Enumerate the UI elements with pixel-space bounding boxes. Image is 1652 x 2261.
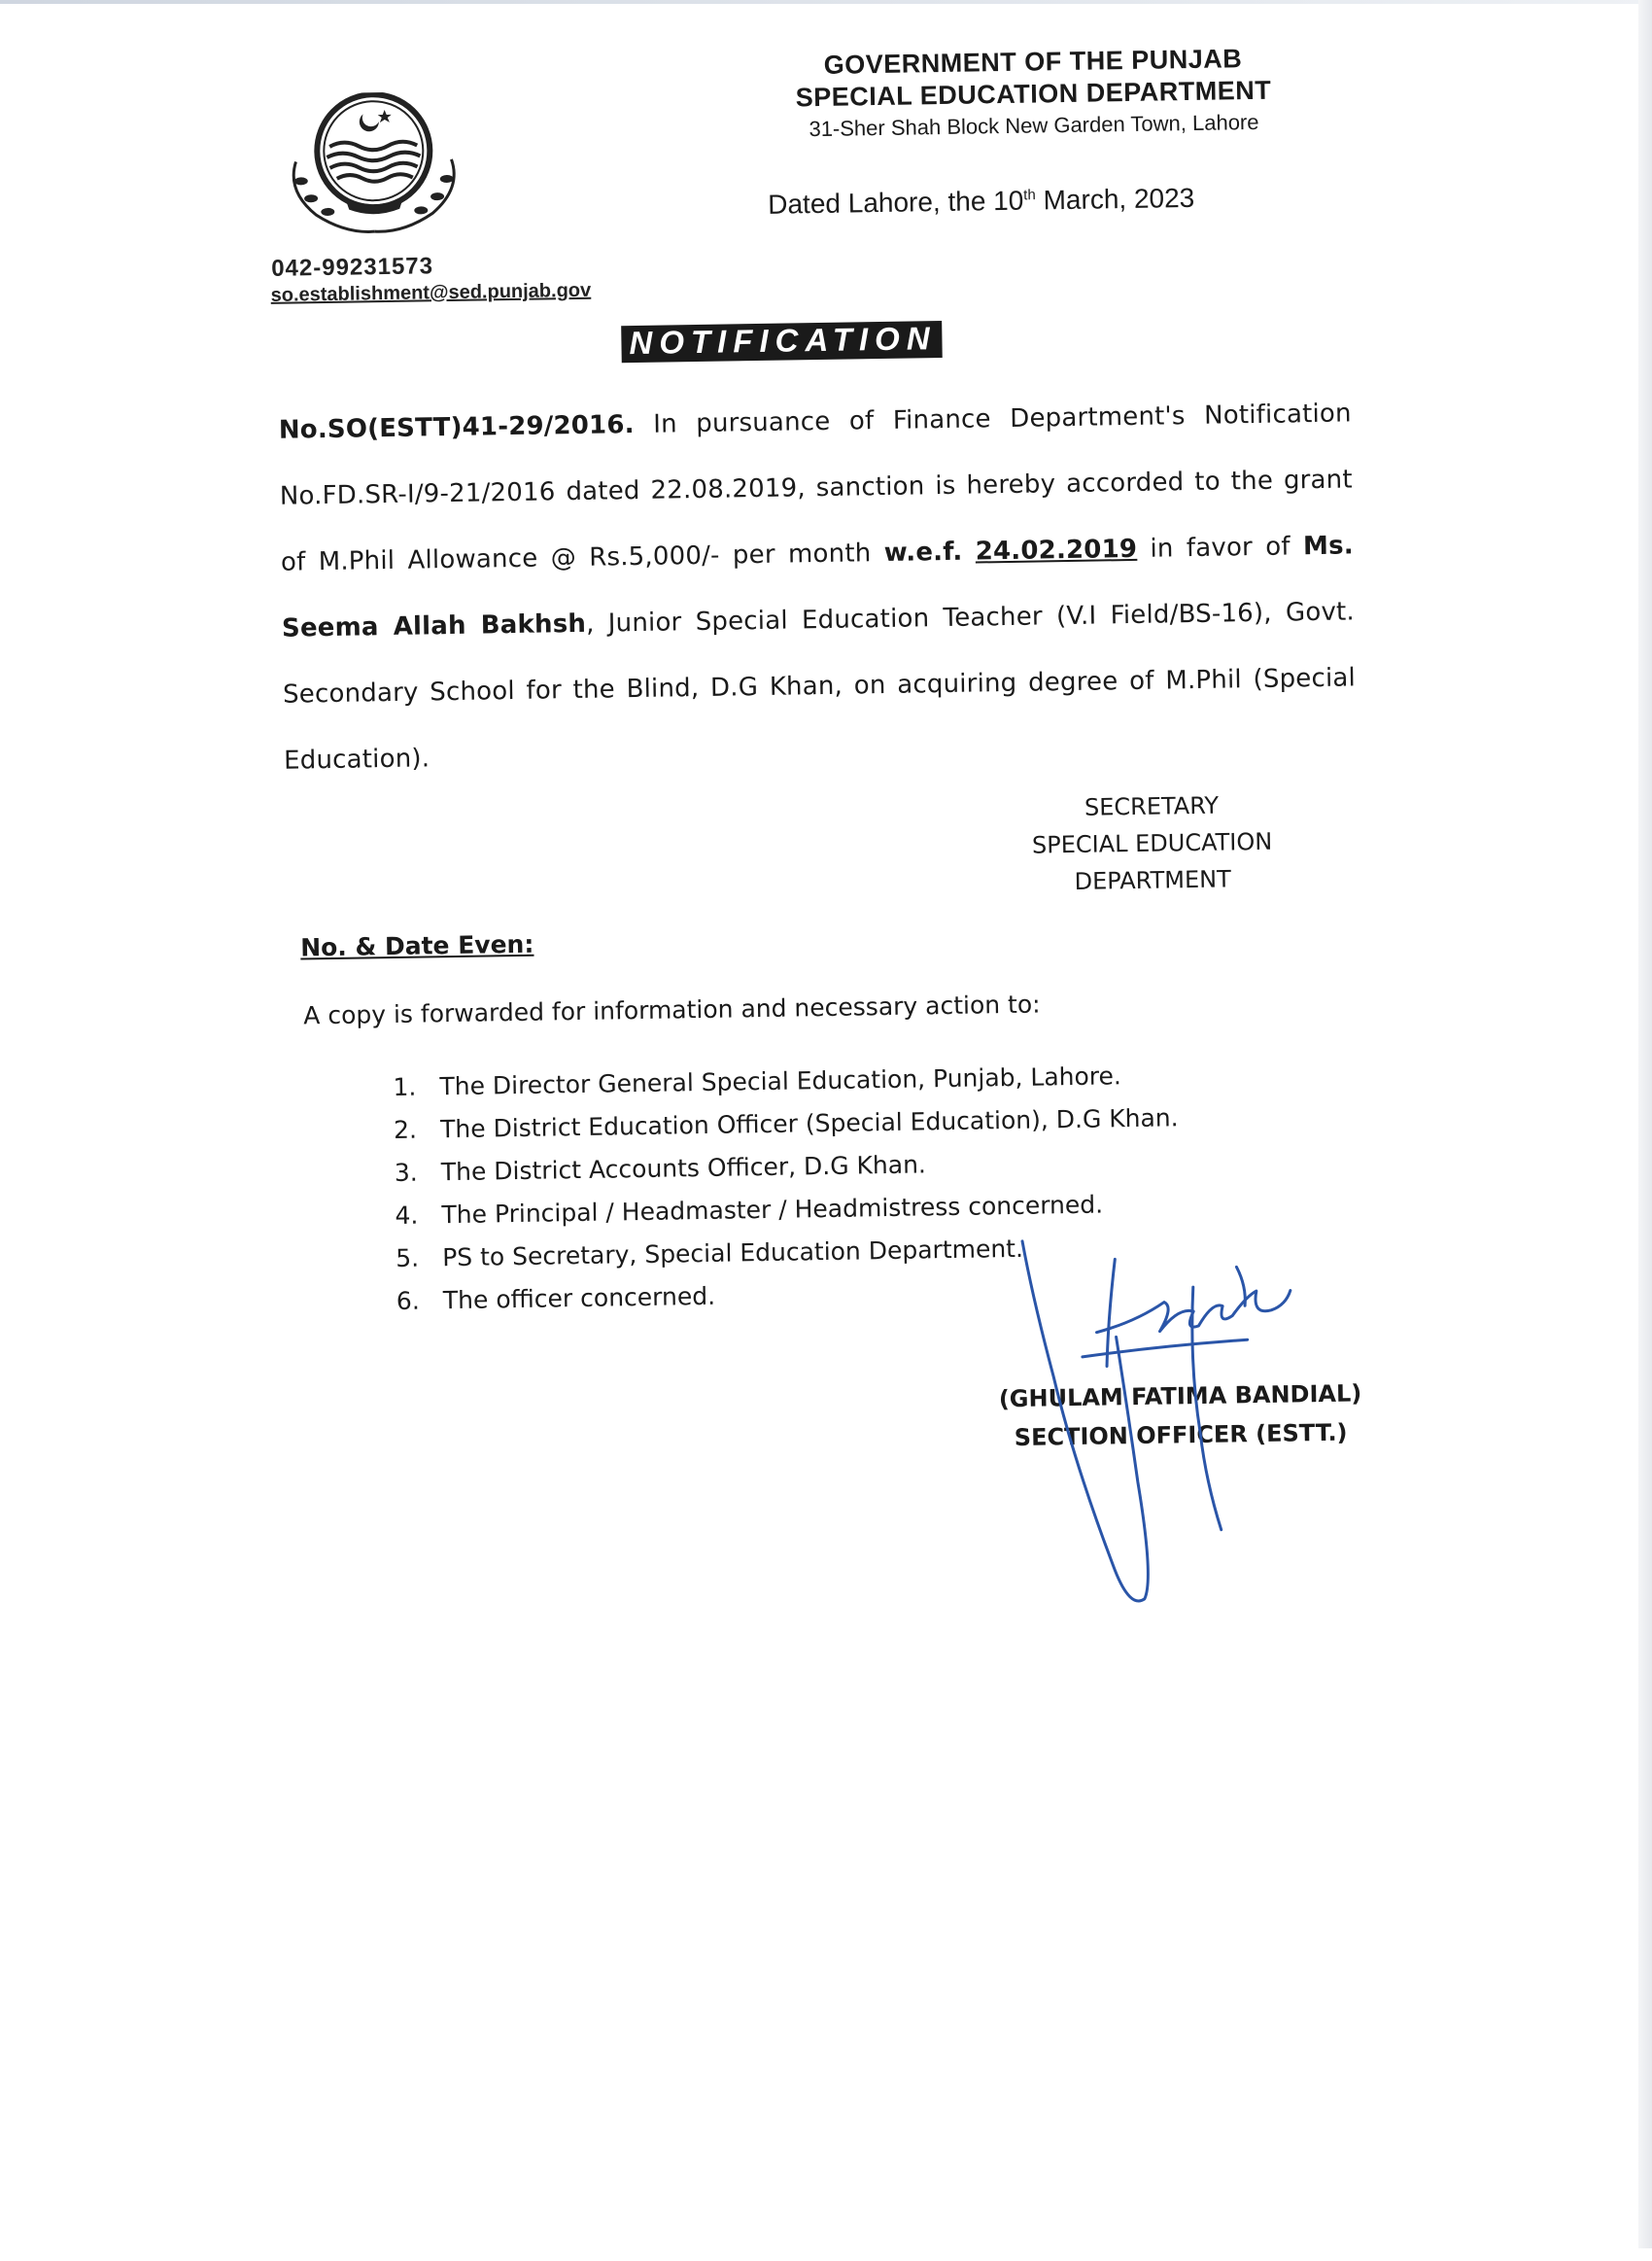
list-text: The Director General Special Education, Punjab, Lahore. (439, 1061, 1122, 1101)
reference-number: No.SO(ESTT)41-29/2016. (278, 410, 635, 445)
date-prefix: Dated Lahore, the 10 (767, 185, 1024, 220)
list-text: The officer concerned. (442, 1281, 716, 1315)
secretary-line1: SECRETARY (1084, 791, 1220, 821)
date-month-year: March, 2023 (1035, 182, 1195, 216)
department-address: 31-Sher Shah Block New Garden Town, Lahore (809, 109, 1259, 142)
body-text-b: in favor of (1136, 532, 1304, 564)
date-suffix-sup: th (1023, 187, 1036, 204)
list-text: The District Education Officer (Special Education), D.G Khan. (439, 1103, 1179, 1144)
wef-label: w.e.f. (883, 537, 963, 568)
list-text: The Principal / Headmaster / Headmistress concerned. (441, 1190, 1104, 1230)
govt-title: GOVERNMENT OF THE PUNJAB (823, 44, 1243, 80)
letterhead (761, 43, 1306, 143)
punjab-emblem-icon (275, 91, 471, 240)
no-date-even: No. & Date Even: (299, 929, 534, 962)
secretary-block (1006, 785, 1299, 901)
list-number: 4. (395, 1200, 419, 1230)
person-name: Ms. Seema Allah Bakhsh (281, 531, 1355, 644)
list-number: 1. (393, 1072, 417, 1101)
list-text: PS to Secretary, Special Education Department. (441, 1234, 1024, 1272)
handwritten-signature-icon (1013, 1227, 1349, 1620)
forward-line: A copy is forwarded for information and necessary action to: (303, 990, 1041, 1030)
department-title: SPECIAL EDUCATION DEPARTMENT (795, 75, 1272, 113)
notification-title: NOTIFICATION (621, 321, 943, 363)
email-address: so.establishment@sed.punjab.gov (270, 279, 592, 306)
list-text: The District Accounts Officer, D.G Khan. (440, 1150, 927, 1187)
date-line (768, 183, 1194, 221)
list-number: 6. (396, 1286, 420, 1315)
secretary-line3: DEPARTMENT (1074, 865, 1231, 895)
list-number: 3. (394, 1158, 418, 1187)
list-number: 2. (393, 1115, 418, 1144)
phone-number: 042-99231573 (270, 253, 434, 282)
signatory-name: (GHULAM FATIMA BANDIAL) (998, 1379, 1362, 1413)
wef-date: 24.02.2019 (975, 534, 1138, 567)
body-text-a: In pursuance of Finance Department's Notification No.FD.SR-I/9-21/2016 dated 22.08.2019, sanction is hereby accorded to the grant of M.Phil Allowance @ Rs.5,000/- per month (279, 399, 1353, 577)
notification-body (278, 380, 1357, 793)
secretary-line2: SPECIAL EDUCATION (1031, 827, 1273, 859)
list-number: 5. (395, 1243, 420, 1272)
body-text-c: , Junior Special Education Teacher (V.I Field/BS-16), Govt. Secondary School for the Blind, D.G Khan, on acquiring degree of M.Phil (Special Education). (282, 597, 1357, 776)
signatory-designation: SECTION OFFICER (ESTT.) (1014, 1418, 1348, 1451)
